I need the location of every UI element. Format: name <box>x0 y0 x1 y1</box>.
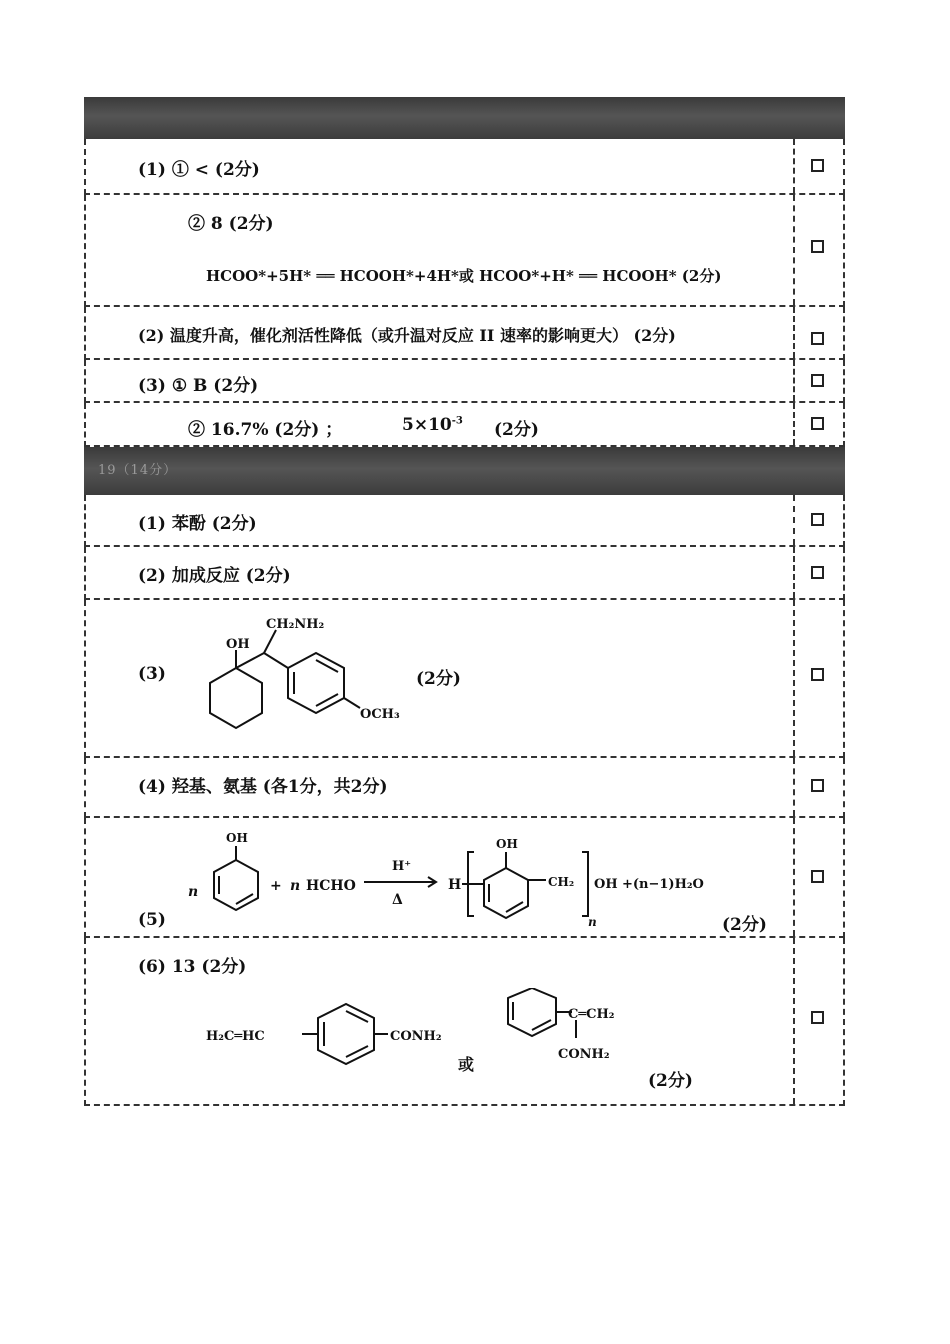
ch2nh2-label: CH₂NH₂ <box>266 617 325 632</box>
answer-score: (2分) <box>494 420 539 440</box>
checkbox[interactable] <box>811 417 824 430</box>
isomer-structures <box>196 988 656 1098</box>
reaction-diagram <box>186 822 726 932</box>
conh2-label: CONH₂ <box>390 1029 442 1044</box>
answer-text: (1) 苯酚 (2分) <box>138 514 257 534</box>
answer-text: (4) 羟基、氨基 (各1分，共2分) <box>138 777 388 797</box>
water-byproduct: +(n−1)H₂O <box>622 877 704 892</box>
answer-row <box>84 938 845 1106</box>
checkbox[interactable] <box>811 513 824 526</box>
answer-row <box>84 195 845 307</box>
checkbox[interactable] <box>811 159 824 172</box>
checkbox[interactable] <box>811 374 824 387</box>
oh-label: OH <box>226 637 250 652</box>
coefficient-n: n <box>290 878 301 894</box>
answer-row <box>84 758 845 818</box>
checkbox[interactable] <box>811 332 824 345</box>
hcho-label: HCHO <box>306 878 356 894</box>
structure-diagram <box>176 608 416 748</box>
checkbox[interactable] <box>811 870 824 883</box>
answer-text: $5\times 10^{-3}$ <box>402 415 463 435</box>
checkbox[interactable] <box>811 566 824 579</box>
vinylidene-label: C═CH₂ <box>568 1007 615 1022</box>
answer-label: (3) <box>138 664 166 684</box>
answer-text: ② 16.7% (2分) ； <box>188 420 343 440</box>
h-end-label: H <box>448 877 462 893</box>
equation-text: HCOO*+5H* ══ HCOOH*+4H*或 HCOO*+H* ══ HCOOH* (2分) <box>206 267 722 285</box>
phenol-oh-label: OH <box>226 831 248 845</box>
checkbox[interactable] <box>811 1011 824 1024</box>
oh-end-label: OH <box>594 877 618 892</box>
ch2-label: CH₂ <box>548 875 575 889</box>
answer-text: (6) 13 (2分) <box>138 957 247 977</box>
answer-row <box>84 360 845 403</box>
vinyl-label: H₂C═HC <box>206 1029 265 1044</box>
plus-sign: + <box>270 878 282 894</box>
conh2-label: CONH₂ <box>558 1047 610 1062</box>
coefficient-n: n <box>188 884 199 900</box>
answer-text: (2) 温度升高，催化剂活性降低（或升温对反应 II 速率的影响更大） (2分) <box>138 326 676 345</box>
or-label: 或 <box>458 1055 475 1074</box>
answer-text: (3) ① B (2分) <box>138 376 259 396</box>
answer-row <box>84 403 845 447</box>
answer-row <box>84 818 845 938</box>
checkbox[interactable] <box>811 779 824 792</box>
answer-row <box>84 307 845 360</box>
section-header-band <box>84 447 845 495</box>
section-header-label: 19（14分） <box>98 463 178 478</box>
answer-score: (2分) <box>722 915 767 935</box>
catalyst-label: H⁺ <box>392 859 412 874</box>
heat-label: Δ <box>392 892 403 908</box>
section-header-band <box>84 97 845 139</box>
checkbox[interactable] <box>811 240 824 253</box>
polymer-oh-label: OH <box>496 837 518 851</box>
answer-score: (2分) <box>416 669 461 689</box>
answer-text: (2) 加成反应 (2分) <box>138 566 291 586</box>
och3-label: OCH₃ <box>360 707 400 722</box>
answer-row <box>84 139 845 195</box>
subscript-n: n <box>588 915 597 929</box>
answer-row <box>84 495 845 547</box>
answer-label: (5) <box>138 910 166 930</box>
answer-text: ② 8 (2分) <box>188 214 274 234</box>
answer-score: (2分) <box>648 1071 693 1091</box>
answer-row <box>84 547 845 600</box>
answer-text: (1) ① < (2分) <box>138 160 260 180</box>
answer-sheet <box>84 97 845 1106</box>
checkbox[interactable] <box>811 668 824 681</box>
answer-row <box>84 600 845 758</box>
